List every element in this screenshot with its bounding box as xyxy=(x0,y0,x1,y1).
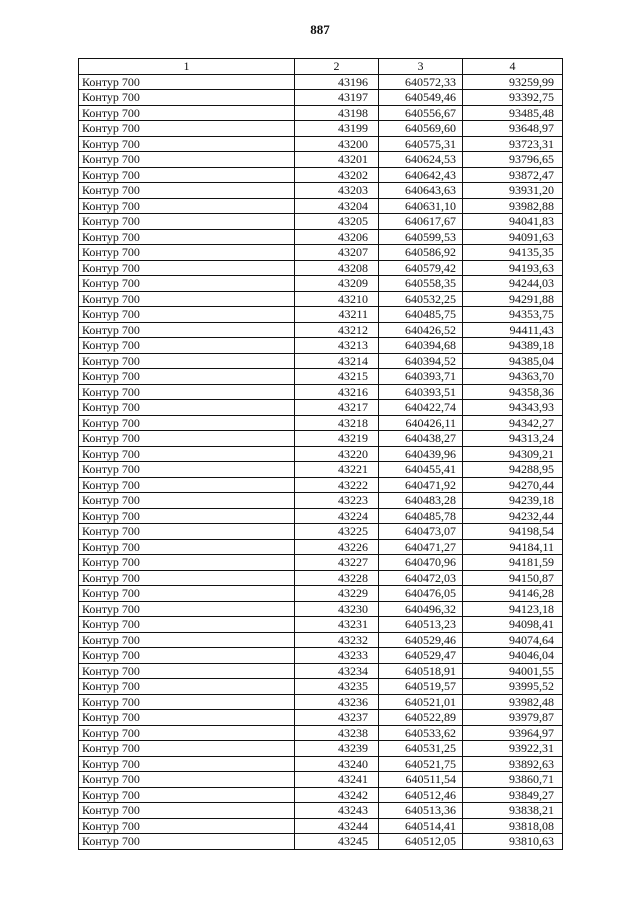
x-coordinate-cell: 640624,53 xyxy=(379,152,463,168)
x-coordinate-cell: 640471,92 xyxy=(379,477,463,493)
point-number-cell: 43240 xyxy=(295,756,379,772)
point-number-cell: 43218 xyxy=(295,415,379,431)
table-row xyxy=(79,74,563,90)
point-number-cell: 43202 xyxy=(295,167,379,183)
contour-name-cell: Контур 700 xyxy=(79,694,295,710)
contour-name-cell: Контур 700 xyxy=(79,229,295,245)
column-header-2: 2 xyxy=(295,59,379,75)
contour-name-cell: Контур 700 xyxy=(79,803,295,819)
contour-name-cell: Контур 700 xyxy=(79,74,295,90)
contour-name-cell: Контур 700 xyxy=(79,834,295,850)
contour-name-cell: Контур 700 xyxy=(79,756,295,772)
y-coordinate-cell: 94291,88 xyxy=(463,291,563,307)
table-row xyxy=(79,617,563,633)
table-row xyxy=(79,710,563,726)
point-number-cell: 43201 xyxy=(295,152,379,168)
contour-name-cell: Контур 700 xyxy=(79,260,295,276)
contour-name-cell: Контур 700 xyxy=(79,741,295,757)
table-row xyxy=(79,322,563,338)
contour-name-cell: Контур 700 xyxy=(79,772,295,788)
x-coordinate-cell: 640575,31 xyxy=(379,136,463,152)
point-number-cell: 43225 xyxy=(295,524,379,540)
y-coordinate-cell: 93982,88 xyxy=(463,198,563,214)
y-coordinate-cell: 94389,18 xyxy=(463,338,563,354)
y-coordinate-cell: 93723,31 xyxy=(463,136,563,152)
point-number-cell: 43233 xyxy=(295,648,379,664)
x-coordinate-cell: 640533,62 xyxy=(379,725,463,741)
table-row xyxy=(79,555,563,571)
y-coordinate-cell: 93796,65 xyxy=(463,152,563,168)
point-number-cell: 43207 xyxy=(295,245,379,261)
contour-name-cell: Контур 700 xyxy=(79,291,295,307)
x-coordinate-cell: 640426,52 xyxy=(379,322,463,338)
table-row xyxy=(79,756,563,772)
table-row xyxy=(79,446,563,462)
point-number-cell: 43212 xyxy=(295,322,379,338)
point-number-cell: 43236 xyxy=(295,694,379,710)
y-coordinate-cell: 94074,64 xyxy=(463,632,563,648)
y-coordinate-cell: 93982,48 xyxy=(463,694,563,710)
y-coordinate-cell: 94313,24 xyxy=(463,431,563,447)
point-number-cell: 43214 xyxy=(295,353,379,369)
y-coordinate-cell: 94041,83 xyxy=(463,214,563,230)
point-number-cell: 43243 xyxy=(295,803,379,819)
x-coordinate-cell: 640512,46 xyxy=(379,787,463,803)
table-row xyxy=(79,787,563,803)
point-number-cell: 43237 xyxy=(295,710,379,726)
table-row xyxy=(79,803,563,819)
contour-name-cell: Контур 700 xyxy=(79,136,295,152)
point-number-cell: 43238 xyxy=(295,725,379,741)
table-row xyxy=(79,214,563,230)
x-coordinate-cell: 640586,92 xyxy=(379,245,463,261)
y-coordinate-cell: 94363,70 xyxy=(463,369,563,385)
point-number-cell: 43234 xyxy=(295,663,379,679)
table-row xyxy=(79,198,563,214)
y-coordinate-cell: 93818,08 xyxy=(463,818,563,834)
x-coordinate-cell: 640394,68 xyxy=(379,338,463,354)
x-coordinate-cell: 640522,89 xyxy=(379,710,463,726)
y-coordinate-cell: 93849,27 xyxy=(463,787,563,803)
column-header-1: 1 xyxy=(79,59,295,75)
point-number-cell: 43239 xyxy=(295,741,379,757)
contour-name-cell: Контур 700 xyxy=(79,663,295,679)
table-row xyxy=(79,725,563,741)
x-coordinate-cell: 640393,51 xyxy=(379,384,463,400)
x-coordinate-cell: 640513,36 xyxy=(379,803,463,819)
table-row xyxy=(79,260,563,276)
point-number-cell: 43245 xyxy=(295,834,379,850)
x-coordinate-cell: 640514,41 xyxy=(379,818,463,834)
point-number-cell: 43223 xyxy=(295,493,379,509)
table-row xyxy=(79,384,563,400)
table-row xyxy=(79,462,563,478)
point-number-cell: 43211 xyxy=(295,307,379,323)
y-coordinate-cell: 94146,28 xyxy=(463,586,563,602)
point-number-cell: 43230 xyxy=(295,601,379,617)
table-row xyxy=(79,663,563,679)
x-coordinate-cell: 640631,10 xyxy=(379,198,463,214)
x-coordinate-cell: 640572,33 xyxy=(379,74,463,90)
table-row xyxy=(79,477,563,493)
y-coordinate-cell: 93979,87 xyxy=(463,710,563,726)
y-coordinate-cell: 94358,36 xyxy=(463,384,563,400)
contour-name-cell: Контур 700 xyxy=(79,121,295,137)
x-coordinate-cell: 640549,46 xyxy=(379,90,463,106)
table-row xyxy=(79,493,563,509)
x-coordinate-cell: 640476,05 xyxy=(379,586,463,602)
contour-name-cell: Контур 700 xyxy=(79,508,295,524)
contour-name-cell: Контур 700 xyxy=(79,539,295,555)
point-number-cell: 43235 xyxy=(295,679,379,695)
coordinates-table xyxy=(78,58,563,850)
contour-name-cell: Контур 700 xyxy=(79,679,295,695)
y-coordinate-cell: 94184,11 xyxy=(463,539,563,555)
point-number-cell: 43208 xyxy=(295,260,379,276)
table-row xyxy=(79,524,563,540)
table-row xyxy=(79,772,563,788)
y-coordinate-cell: 94232,44 xyxy=(463,508,563,524)
contour-name-cell: Контур 700 xyxy=(79,338,295,354)
point-number-cell: 43213 xyxy=(295,338,379,354)
point-number-cell: 43215 xyxy=(295,369,379,385)
x-coordinate-cell: 640470,96 xyxy=(379,555,463,571)
x-coordinate-cell: 640485,78 xyxy=(379,508,463,524)
x-coordinate-cell: 640393,71 xyxy=(379,369,463,385)
x-coordinate-cell: 640512,05 xyxy=(379,834,463,850)
x-coordinate-cell: 640513,23 xyxy=(379,617,463,633)
x-coordinate-cell: 640426,11 xyxy=(379,415,463,431)
x-coordinate-cell: 640643,63 xyxy=(379,183,463,199)
x-coordinate-cell: 640471,27 xyxy=(379,539,463,555)
y-coordinate-cell: 94123,18 xyxy=(463,601,563,617)
point-number-cell: 43227 xyxy=(295,555,379,571)
point-number-cell: 43220 xyxy=(295,446,379,462)
table-row xyxy=(79,632,563,648)
y-coordinate-cell: 94046,04 xyxy=(463,648,563,664)
table-row xyxy=(79,136,563,152)
x-coordinate-cell: 640394,52 xyxy=(379,353,463,369)
table-row xyxy=(79,539,563,555)
table-row xyxy=(79,307,563,323)
x-coordinate-cell: 640521,01 xyxy=(379,694,463,710)
contour-name-cell: Контур 700 xyxy=(79,586,295,602)
y-coordinate-cell: 94181,59 xyxy=(463,555,563,571)
contour-name-cell: Контур 700 xyxy=(79,183,295,199)
table-row xyxy=(79,276,563,292)
y-coordinate-cell: 94342,27 xyxy=(463,415,563,431)
point-number-cell: 43205 xyxy=(295,214,379,230)
contour-name-cell: Контур 700 xyxy=(79,725,295,741)
point-number-cell: 43242 xyxy=(295,787,379,803)
y-coordinate-cell: 94270,44 xyxy=(463,477,563,493)
contour-name-cell: Контур 700 xyxy=(79,632,295,648)
y-coordinate-cell: 94150,87 xyxy=(463,570,563,586)
y-coordinate-cell: 94244,03 xyxy=(463,276,563,292)
y-coordinate-cell: 93872,47 xyxy=(463,167,563,183)
x-coordinate-cell: 640518,91 xyxy=(379,663,463,679)
table-row xyxy=(79,818,563,834)
contour-name-cell: Контур 700 xyxy=(79,710,295,726)
point-number-cell: 43221 xyxy=(295,462,379,478)
y-coordinate-cell: 94239,18 xyxy=(463,493,563,509)
y-coordinate-cell: 94001,55 xyxy=(463,663,563,679)
x-coordinate-cell: 640529,46 xyxy=(379,632,463,648)
x-coordinate-cell: 640519,57 xyxy=(379,679,463,695)
column-header-4: 4 xyxy=(463,59,563,75)
x-coordinate-cell: 640511,54 xyxy=(379,772,463,788)
x-coordinate-cell: 640422,74 xyxy=(379,400,463,416)
table-row xyxy=(79,245,563,261)
column-header-3: 3 xyxy=(379,59,463,75)
contour-name-cell: Контур 700 xyxy=(79,524,295,540)
y-coordinate-cell: 94353,75 xyxy=(463,307,563,323)
y-coordinate-cell: 94193,63 xyxy=(463,260,563,276)
point-number-cell: 43204 xyxy=(295,198,379,214)
contour-name-cell: Контур 700 xyxy=(79,384,295,400)
y-coordinate-cell: 93392,75 xyxy=(463,90,563,106)
x-coordinate-cell: 640473,07 xyxy=(379,524,463,540)
point-number-cell: 43244 xyxy=(295,818,379,834)
table-row xyxy=(79,90,563,106)
contour-name-cell: Контур 700 xyxy=(79,648,295,664)
y-coordinate-cell: 94343,93 xyxy=(463,400,563,416)
contour-name-cell: Контур 700 xyxy=(79,167,295,183)
x-coordinate-cell: 640642,43 xyxy=(379,167,463,183)
table-row xyxy=(79,183,563,199)
point-number-cell: 43197 xyxy=(295,90,379,106)
table-row xyxy=(79,167,563,183)
contour-name-cell: Контур 700 xyxy=(79,555,295,571)
point-number-cell: 43203 xyxy=(295,183,379,199)
table-row xyxy=(79,152,563,168)
y-coordinate-cell: 93860,71 xyxy=(463,772,563,788)
x-coordinate-cell: 640617,67 xyxy=(379,214,463,230)
contour-name-cell: Контур 700 xyxy=(79,477,295,493)
y-coordinate-cell: 93931,20 xyxy=(463,183,563,199)
table-row xyxy=(79,648,563,664)
table-row xyxy=(79,338,563,354)
x-coordinate-cell: 640496,32 xyxy=(379,601,463,617)
table-row xyxy=(79,369,563,385)
x-coordinate-cell: 640579,42 xyxy=(379,260,463,276)
x-coordinate-cell: 640438,27 xyxy=(379,431,463,447)
point-number-cell: 43196 xyxy=(295,74,379,90)
contour-name-cell: Контур 700 xyxy=(79,307,295,323)
contour-name-cell: Контур 700 xyxy=(79,617,295,633)
point-number-cell: 43210 xyxy=(295,291,379,307)
contour-name-cell: Контур 700 xyxy=(79,601,295,617)
contour-name-cell: Контур 700 xyxy=(79,415,295,431)
contour-name-cell: Контур 700 xyxy=(79,431,295,447)
y-coordinate-cell: 93838,21 xyxy=(463,803,563,819)
x-coordinate-cell: 640569,60 xyxy=(379,121,463,137)
x-coordinate-cell: 640455,41 xyxy=(379,462,463,478)
contour-name-cell: Контур 700 xyxy=(79,570,295,586)
contour-name-cell: Контур 700 xyxy=(79,400,295,416)
y-coordinate-cell: 94411,43 xyxy=(463,322,563,338)
contour-name-cell: Контур 700 xyxy=(79,214,295,230)
contour-name-cell: Контур 700 xyxy=(79,276,295,292)
x-coordinate-cell: 640521,75 xyxy=(379,756,463,772)
point-number-cell: 43224 xyxy=(295,508,379,524)
y-coordinate-cell: 94288,95 xyxy=(463,462,563,478)
contour-name-cell: Контур 700 xyxy=(79,198,295,214)
table-header-row xyxy=(79,59,563,75)
table-row xyxy=(79,834,563,850)
point-number-cell: 43217 xyxy=(295,400,379,416)
contour-name-cell: Контур 700 xyxy=(79,818,295,834)
table-row xyxy=(79,679,563,695)
y-coordinate-cell: 94309,21 xyxy=(463,446,563,462)
point-number-cell: 43226 xyxy=(295,539,379,555)
y-coordinate-cell: 93922,31 xyxy=(463,741,563,757)
contour-name-cell: Контур 700 xyxy=(79,787,295,803)
x-coordinate-cell: 640558,35 xyxy=(379,276,463,292)
table-body xyxy=(79,74,563,849)
y-coordinate-cell: 93485,48 xyxy=(463,105,563,121)
point-number-cell: 43200 xyxy=(295,136,379,152)
point-number-cell: 43209 xyxy=(295,276,379,292)
y-coordinate-cell: 93259,99 xyxy=(463,74,563,90)
table-row xyxy=(79,570,563,586)
table-row xyxy=(79,353,563,369)
contour-name-cell: Контур 700 xyxy=(79,322,295,338)
table-row xyxy=(79,121,563,137)
y-coordinate-cell: 94198,54 xyxy=(463,524,563,540)
y-coordinate-cell: 93892,63 xyxy=(463,756,563,772)
y-coordinate-cell: 93810,63 xyxy=(463,834,563,850)
contour-name-cell: Контур 700 xyxy=(79,446,295,462)
point-number-cell: 43219 xyxy=(295,431,379,447)
point-number-cell: 43198 xyxy=(295,105,379,121)
point-number-cell: 43241 xyxy=(295,772,379,788)
contour-name-cell: Контур 700 xyxy=(79,105,295,121)
x-coordinate-cell: 640485,75 xyxy=(379,307,463,323)
x-coordinate-cell: 640531,25 xyxy=(379,741,463,757)
table-row xyxy=(79,415,563,431)
table-row xyxy=(79,105,563,121)
y-coordinate-cell: 94091,63 xyxy=(463,229,563,245)
table-row xyxy=(79,694,563,710)
contour-name-cell: Контур 700 xyxy=(79,90,295,106)
y-coordinate-cell: 94098,41 xyxy=(463,617,563,633)
y-coordinate-cell: 93648,97 xyxy=(463,121,563,137)
x-coordinate-cell: 640532,25 xyxy=(379,291,463,307)
point-number-cell: 43216 xyxy=(295,384,379,400)
contour-name-cell: Контур 700 xyxy=(79,369,295,385)
x-coordinate-cell: 640472,03 xyxy=(379,570,463,586)
y-coordinate-cell: 93964,97 xyxy=(463,725,563,741)
x-coordinate-cell: 640439,96 xyxy=(379,446,463,462)
table-row xyxy=(79,601,563,617)
x-coordinate-cell: 640556,67 xyxy=(379,105,463,121)
point-number-cell: 43232 xyxy=(295,632,379,648)
table-row xyxy=(79,400,563,416)
point-number-cell: 43199 xyxy=(295,121,379,137)
page-number: 887 xyxy=(310,22,330,37)
point-number-cell: 43231 xyxy=(295,617,379,633)
contour-name-cell: Контур 700 xyxy=(79,462,295,478)
contour-name-cell: Контур 700 xyxy=(79,353,295,369)
table-row xyxy=(79,586,563,602)
point-number-cell: 43206 xyxy=(295,229,379,245)
table-row xyxy=(79,291,563,307)
point-number-cell: 43222 xyxy=(295,477,379,493)
table-row xyxy=(79,229,563,245)
table-row xyxy=(79,741,563,757)
point-number-cell: 43228 xyxy=(295,570,379,586)
contour-name-cell: Контур 700 xyxy=(79,245,295,261)
x-coordinate-cell: 640599,53 xyxy=(379,229,463,245)
point-number-cell: 43229 xyxy=(295,586,379,602)
y-coordinate-cell: 94135,35 xyxy=(463,245,563,261)
x-coordinate-cell: 640529,47 xyxy=(379,648,463,664)
table-row xyxy=(79,431,563,447)
x-coordinate-cell: 640483,28 xyxy=(379,493,463,509)
contour-name-cell: Контур 700 xyxy=(79,493,295,509)
table-row xyxy=(79,508,563,524)
y-coordinate-cell: 94385,04 xyxy=(463,353,563,369)
y-coordinate-cell: 93995,52 xyxy=(463,679,563,695)
contour-name-cell: Контур 700 xyxy=(79,152,295,168)
